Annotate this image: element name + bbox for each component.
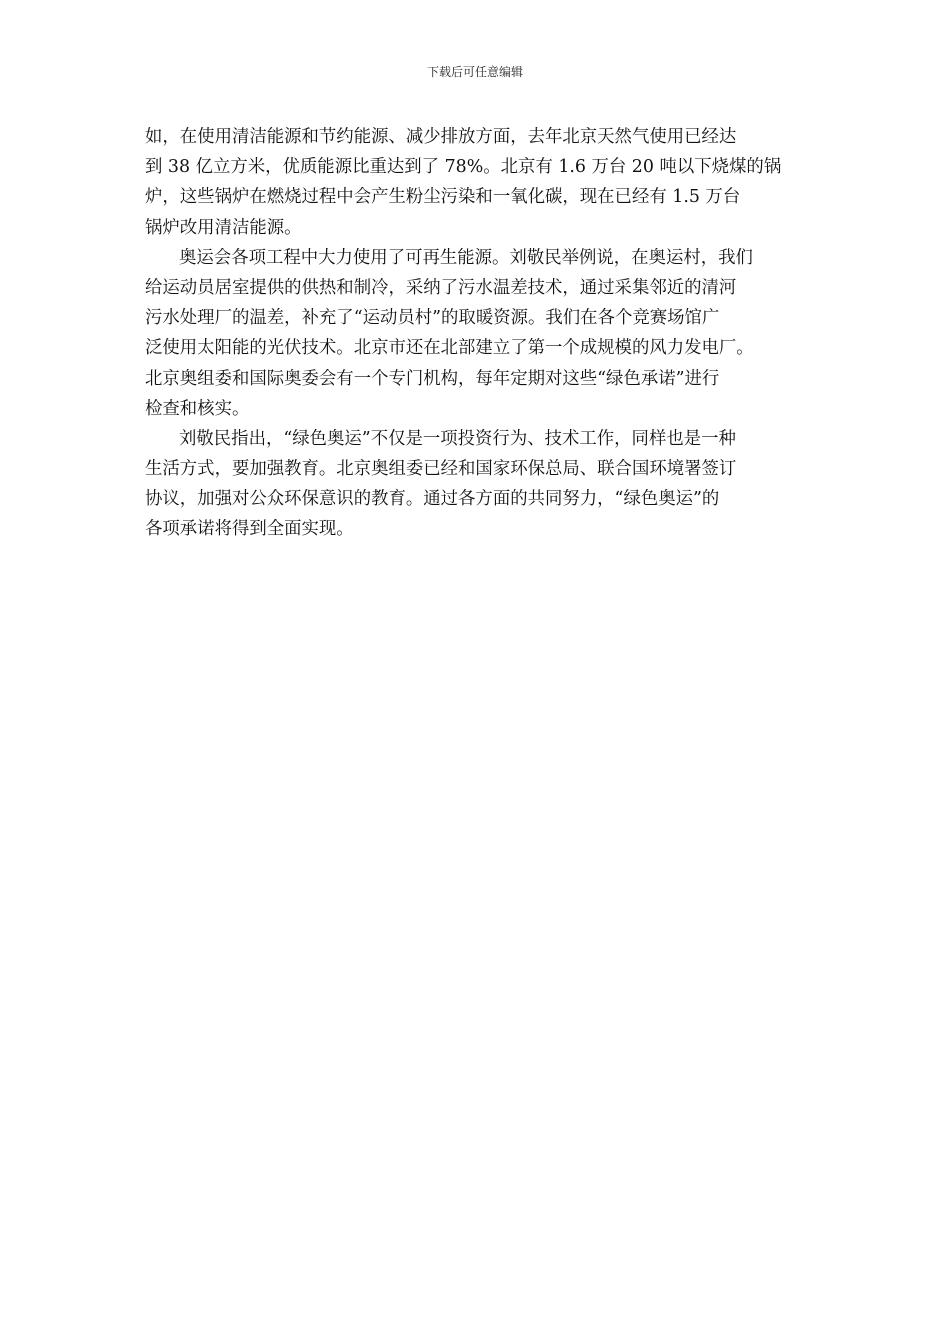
paragraph-line: 北京奥组委和国际奥委会有一个专门机构，每年定期对这些“绿色承诺”进行 xyxy=(145,368,720,389)
paragraph-line: 如，在使用清洁能源和节约能源、减少排放方面，去年北京天然气使用已经达 xyxy=(145,127,737,147)
paragraph-3 xyxy=(145,424,825,545)
paragraph-line: 刘敬民指出，“绿色奥运”不仅是一项投资行为、技术工作，同样也是一种 xyxy=(179,428,736,449)
paragraph-line: 污水处理厂的温差，补充了“运动员村”的取暖资源。我们在各个竞赛场馆广 xyxy=(145,308,720,329)
paragraph-line: 给运动员居室提供的供热和制冷，采纳了污水温差技术，通过采集邻近的清河 xyxy=(145,277,737,298)
paragraph-line: 奥运会各项工程中大力使用了可再生能源。刘敬民举例说，在奥运村，我们 xyxy=(179,247,753,268)
paragraph-2 xyxy=(145,243,825,424)
paragraph-line: 检查和核实。 xyxy=(145,398,250,419)
document-body xyxy=(145,122,825,545)
paragraph-1 xyxy=(145,122,825,243)
page-header: 下载后可任意编辑 xyxy=(426,65,523,79)
paragraph-line: 泛使用太阳能的光伏技术。北京市还在北部建立了第一个成规模的风力发电厂。 xyxy=(145,338,754,359)
paragraph-line: 各项承诺将得到全面实现。 xyxy=(145,519,354,540)
paragraph-line: 到 38 亿立方米，优质能源比重达到了 78%。北京有 1.6 万台 20 吨以下烧煤的锅 xyxy=(145,157,782,178)
paragraph-line: 锅炉改用清洁能源。 xyxy=(145,217,302,238)
paragraph-line: 生活方式，要加强教育。北京奥组委已经和国家环保总局、联合国环境署签订 xyxy=(145,459,737,480)
paragraph-line: 协议，加强对公众环保意识的教育。通过各方面的共同努力，“绿色奥运”的 xyxy=(145,489,720,510)
paragraph-line: 炉，这些锅炉在燃烧过程中会产生粉尘污染和一氧化碳，现在已经有 1.5 万台 xyxy=(145,187,741,208)
